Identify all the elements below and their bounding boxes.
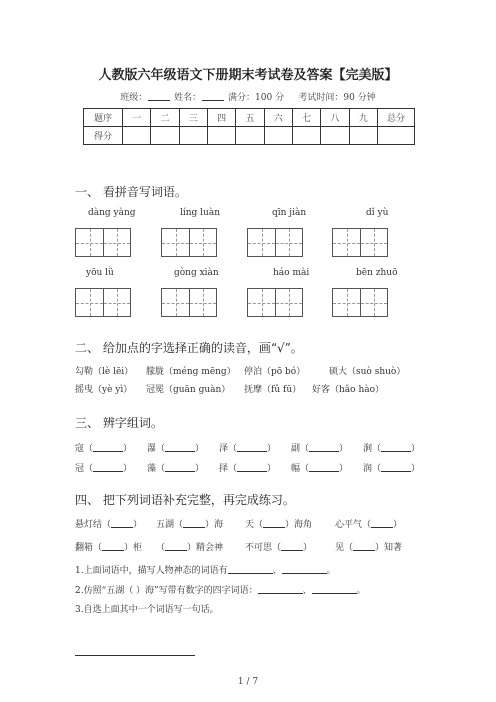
word-group-row	[75, 441, 420, 454]
score-input[interactable]	[292, 127, 320, 145]
idiom-item[interactable]	[335, 517, 402, 530]
question-text: 1.上面词语中，描写人物神态的词语有	[75, 566, 228, 576]
answer-blank[interactable]	[258, 585, 303, 594]
word-group-item[interactable]: 藻（ ）	[146, 464, 205, 474]
score-cell: 七	[292, 109, 320, 127]
char: 瀑	[146, 444, 156, 454]
pinyin: dàng yàng	[88, 208, 136, 218]
writing-grid[interactable]	[161, 288, 217, 317]
idiom-item[interactable]	[156, 517, 223, 530]
idiom-item[interactable]	[75, 517, 142, 530]
pinyin: líng luàn	[180, 208, 221, 218]
answer-blank[interactable]	[312, 585, 357, 594]
idiom-prefix: （	[156, 543, 166, 553]
choice-item[interactable]: 摇曳（yè yì）	[75, 385, 133, 395]
page-title: 人教版六年级语文下册期末考试卷及答案【完美版】	[98, 68, 398, 83]
word-group-item[interactable]: 瀑（ ）	[146, 444, 205, 454]
question-1	[75, 563, 336, 576]
idiom-prefix: 不可思（	[245, 543, 282, 553]
char: 幅	[290, 464, 300, 474]
pinyin: yōu lǜ	[86, 268, 114, 278]
score-cell: 三	[179, 109, 207, 127]
score-input[interactable]	[207, 127, 235, 145]
score-input[interactable]	[378, 127, 415, 145]
section2-heading: 二、 给加点的字选择正确的读音，画“√”。	[75, 341, 303, 355]
idiom-item[interactable]	[245, 540, 312, 553]
score-cell: 四	[207, 109, 235, 127]
score-cell: 八	[321, 109, 349, 127]
word-group-item[interactable]: 泽（ ）	[218, 444, 277, 454]
name-label: 姓名：	[174, 93, 202, 103]
writing-grid[interactable]	[247, 288, 303, 317]
idiom-prefix: 天（	[245, 520, 264, 530]
writing-grid[interactable]	[75, 288, 131, 317]
idiom-suffix: ）海角	[285, 520, 313, 530]
question-3: 3.自选上面其中一个词语写一句话。	[75, 605, 219, 615]
score-input[interactable]	[151, 127, 179, 145]
score-input[interactable]	[321, 127, 349, 145]
word-group-item[interactable]: 润（ ）	[362, 464, 420, 474]
word-group-item[interactable]: 择（ ）	[218, 464, 277, 474]
period: 。	[356, 586, 366, 596]
time-label: 考试时间：90 分钟	[298, 93, 376, 103]
answer-blank[interactable]	[228, 565, 273, 574]
exam-info	[0, 90, 496, 103]
word-group-item[interactable]: 涧（ ）	[362, 444, 420, 454]
score-row-label: 得分	[84, 127, 123, 145]
answer-blank[interactable]	[282, 565, 327, 574]
word-group-item[interactable]: 副（ ）	[290, 444, 348, 454]
choice-item[interactable]: 硕大（suò shuò）	[329, 367, 406, 377]
score-input[interactable]	[179, 127, 207, 145]
pinyin: gòng xiàn	[174, 268, 219, 278]
char: 冠	[75, 464, 85, 474]
char: 寇	[75, 444, 85, 454]
score-cell: 九	[349, 109, 377, 127]
idiom-prefix: 心平气（	[335, 520, 372, 530]
idiom-item[interactable]	[75, 540, 142, 553]
class-blank[interactable]	[148, 100, 170, 101]
char: 藻	[146, 464, 156, 474]
section3-heading: 三、 辨字组词。	[75, 416, 163, 430]
writing-grid[interactable]	[161, 228, 217, 257]
writing-grid[interactable]	[332, 228, 388, 257]
idiom-suffix: ）	[393, 520, 403, 530]
choice-item[interactable]: 勾勒（lè lēi）	[75, 367, 134, 377]
idiom-item[interactable]	[156, 540, 223, 553]
answer-line[interactable]	[75, 655, 195, 656]
score-value-row	[84, 127, 415, 145]
question-2	[75, 583, 366, 596]
pinyin: qīn jiàn	[272, 208, 307, 218]
score-header-row	[84, 109, 415, 127]
word-group-item[interactable]: 寇（ ）	[75, 444, 133, 454]
class-label: 班级：	[120, 93, 148, 103]
score-label: 满分：100 分	[228, 93, 285, 103]
writing-grid[interactable]	[247, 228, 303, 257]
char: 择	[218, 464, 228, 474]
idiom-suffix: ）柜	[124, 543, 143, 553]
score-cell: 五	[236, 109, 264, 127]
char: 泽	[218, 444, 228, 454]
section4-heading: 四、 把下列词语补充完整，再完成练习。	[75, 493, 295, 507]
pinyin: dǐ yù	[366, 208, 389, 218]
score-cell: 二	[151, 109, 179, 127]
period: 。	[326, 566, 336, 576]
choice-item[interactable]: 停泊（pō bó）	[244, 367, 306, 377]
idiom-prefix: 五湖（	[156, 520, 184, 530]
word-group-item[interactable]: 幅（ ）	[290, 464, 348, 474]
writing-grid[interactable]	[75, 228, 131, 257]
choice-item[interactable]: 抚摩（fǔ fū）	[244, 385, 302, 395]
char: 涧	[362, 444, 372, 454]
idiom-prefix: 见（	[335, 543, 354, 553]
score-input[interactable]	[236, 127, 264, 145]
score-cell: 题序	[84, 109, 123, 127]
writing-grid[interactable]	[332, 288, 388, 317]
idiom-suffix: ）知著	[375, 543, 403, 553]
idiom-prefix: 悬灯结（	[75, 520, 112, 530]
word-group-item[interactable]: 冠（ ）	[75, 464, 133, 474]
word-group-row	[75, 461, 420, 474]
score-table	[83, 108, 415, 145]
pinyin: háo mài	[273, 268, 310, 278]
separator: 、	[302, 586, 312, 596]
pinyin: bēn zhuō	[356, 268, 398, 278]
idiom-item[interactable]	[245, 517, 312, 530]
idiom-suffix: ）精会神	[187, 543, 224, 553]
idiom-prefix: 翻箱（	[75, 543, 103, 553]
char: 副	[290, 444, 300, 454]
separator: 、	[272, 566, 282, 576]
char: 润	[362, 464, 372, 474]
idiom-item[interactable]	[335, 540, 402, 553]
score-cell: 六	[264, 109, 292, 127]
page-number: 1 / 7	[237, 677, 259, 687]
score-input[interactable]	[264, 127, 292, 145]
score-cell: 总分	[378, 109, 415, 127]
question-text: 2.仿照“五湖（ ）海”写带有数字的四字词语：	[75, 586, 258, 596]
score-input[interactable]	[123, 127, 151, 145]
name-blank[interactable]	[202, 100, 224, 101]
choice-item[interactable]: 冠冕（guān guàn）	[146, 385, 231, 395]
choice-item[interactable]: 好客（hǎo hào）	[312, 385, 385, 395]
idiom-suffix: ）海	[205, 520, 224, 530]
choice-item[interactable]: 朦胧（méng mēng）	[146, 367, 236, 377]
idiom-suffix: ）	[133, 520, 143, 530]
score-cell: 一	[123, 109, 151, 127]
idiom-suffix: ）	[303, 543, 313, 553]
score-input[interactable]	[349, 127, 377, 145]
section1-heading: 一、 看拼音写词语。	[75, 185, 187, 199]
